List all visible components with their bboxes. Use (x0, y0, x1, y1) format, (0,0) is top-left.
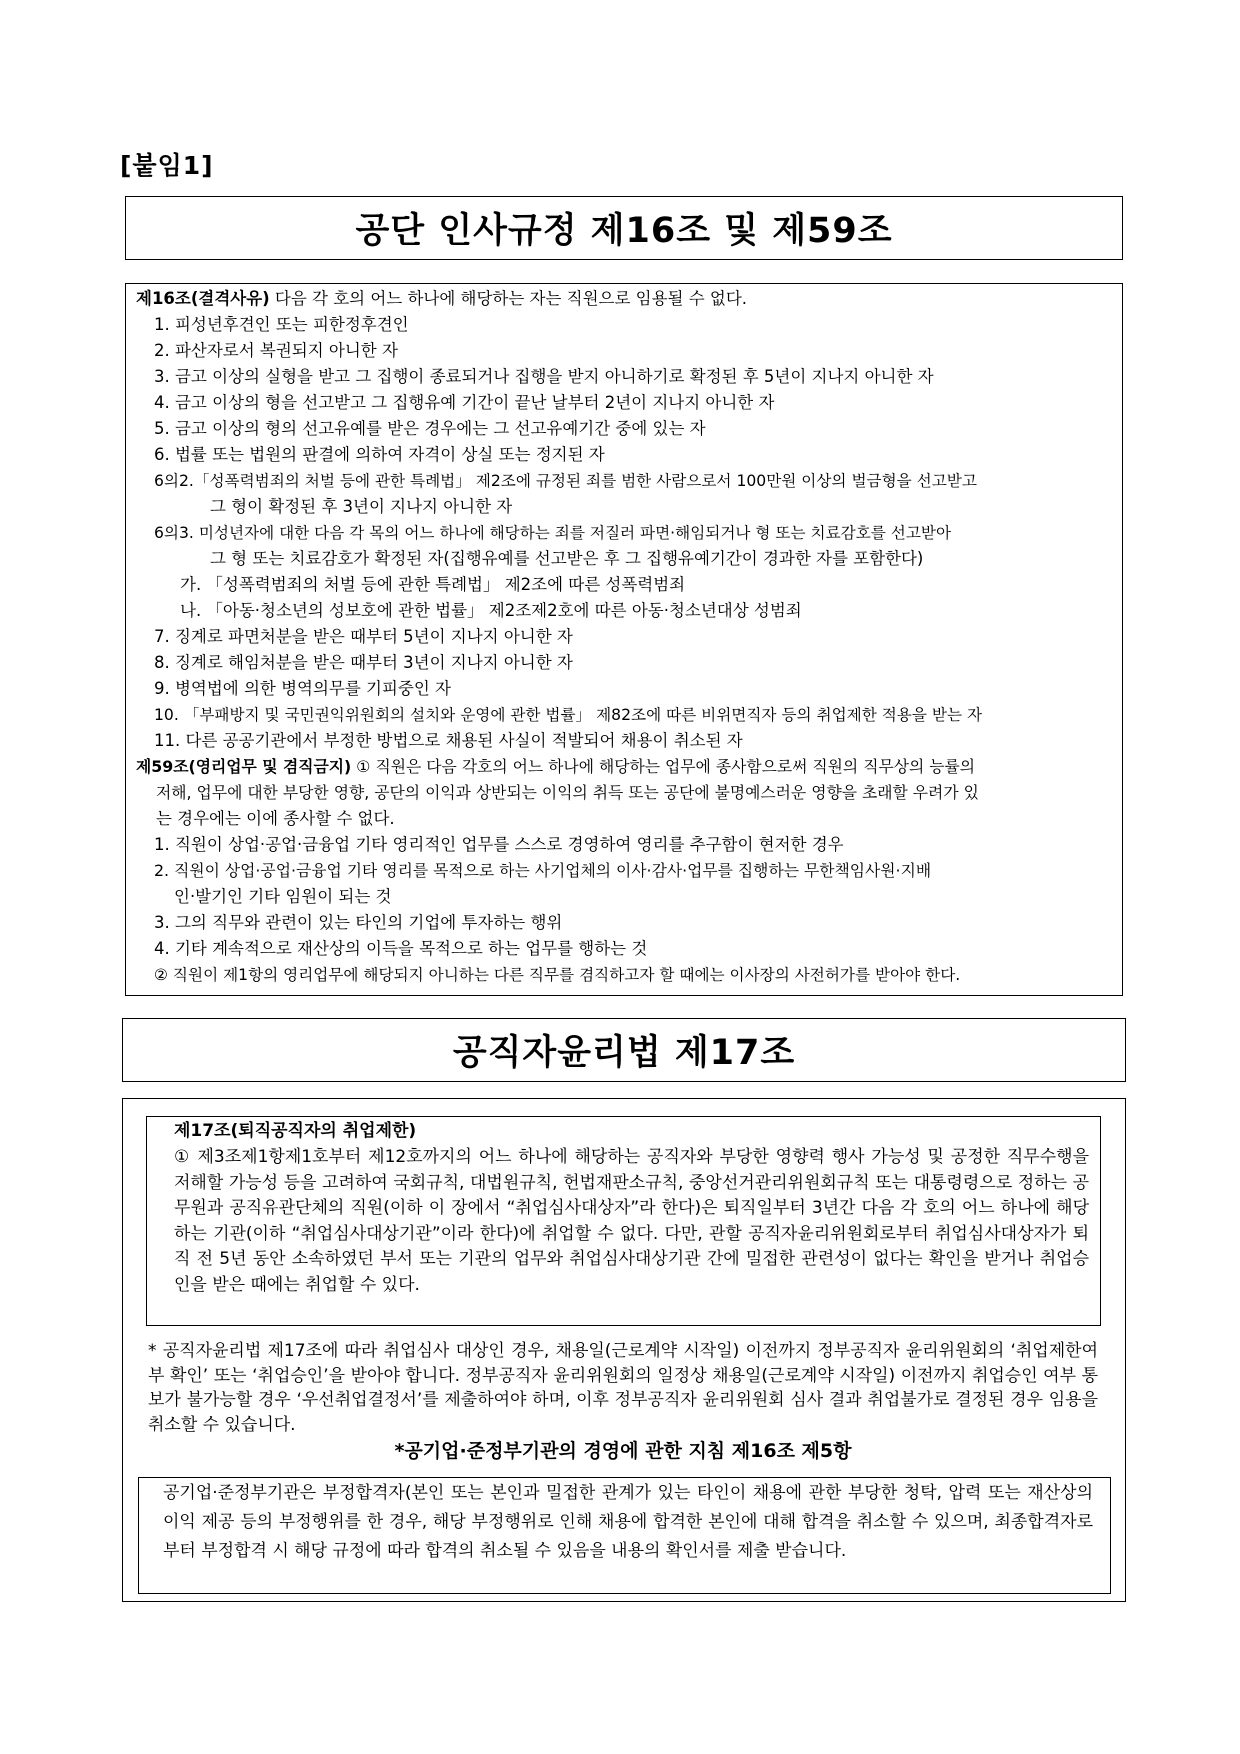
list-item: 그 형 또는 치료감호가 확정된 자(집행유예를 선고받은 후 그 집행유예기간이 경과한 자를 포함한다) (210, 549, 924, 568)
article59-heading: 제59조(영리업무 및 겸직금지) (136, 757, 352, 776)
list-item: 6. 법률 또는 법원의 판결에 의하여 자격이 상실 또는 정지된 자 (154, 445, 605, 464)
attachment-label: [붙임1] (120, 151, 214, 180)
list-item: 2. 직원이 상업·공업·금융업 기타 영리를 목적으로 하는 사기업체의 이사·감사·업무를 집행하는 무한책임사원·지배 (154, 861, 932, 880)
article17-body: ① 제3조제1항제1호부터 제12호까지의 어느 하나에 해당하는 공직자와 부당한 영향력 행사 가능성 및 공정한 직무수행을 저해할 가능성 등을 고려하여 국회규칙, 대법원규칙, 헌법재판소규칙, 중앙선거관리위원회규칙 또는 대통령령으로 정하는 공무원과 공직유관단체의 직원(이하 이 장에서 “취업심사대상자”라 한다)은 퇴직일부터 3년간 다음 각 호의 어느 하나에 해당하는 기관(이하 “취업심사대상기관”이라 한다)에 취업할 수 없다. 다만, 관할 공직자윤리위원회로부터 취업심사대상자가 퇴직 전 5년 동안 소속하였던 부서 또는 기관의 업무와 취업심사대상기관 간에 밀접한 관련성이 없다는 확인을 받거나 취업승인을 받은 때에는 취업할 수 있다. (174, 1147, 1089, 1295)
list-item: 9. 병역법에 의한 병역의무를 기피중인 자 (154, 679, 451, 698)
list-item: ② 직원이 제1항의 영리업무에 해당되지 아니하는 다른 직무를 겸직하고자 할 때에는 이사장의 사전허가를 받아야 한다. (154, 966, 961, 984)
article17-box (146, 1116, 1101, 1326)
list-item: 그 형이 확정된 후 3년이 지나지 아니한 자 (210, 497, 513, 516)
article16-intro: 다음 각 호의 어느 하나에 해당하는 자는 직원으로 임용될 수 없다. (269, 289, 748, 308)
list-item: 1. 직원이 상업·공업·금융업 기타 영리적인 업무를 스스로 경영하여 영리를 추구함이 현저한 경우 (154, 835, 844, 854)
list-item: 인·발기인 기타 임원이 되는 것 (174, 887, 392, 906)
list-item: 3. 금고 이상의 실형을 받고 그 집행이 종료되거나 집행을 받지 아니하기로 확정된 후 5년이 지나지 아니한 자 (154, 367, 934, 386)
section1-content-box (125, 283, 1123, 996)
list-item: 7. 징계로 파면처분을 받은 때부터 5년이 지나지 아니한 자 (154, 627, 573, 646)
list-item: 4. 기타 계속적으로 재산상의 이득을 목적으로 하는 업무를 행하는 것 (154, 939, 648, 958)
guideline-box (138, 1477, 1111, 1594)
article17-heading: 제17조(퇴직공직자의 취업제한) (174, 1121, 417, 1141)
section2-title-box (122, 1018, 1126, 1082)
list-item: 2. 파산자로서 복권되지 아니한 자 (154, 341, 398, 360)
list-item: 3. 그의 직무와 관련이 있는 타인의 기업에 투자하는 행위 (154, 913, 563, 932)
list-item: 4. 금고 이상의 형을 선고받고 그 집행유예 기간이 끝난 날부터 2년이 지나지 아니한 자 (154, 393, 775, 412)
list-item: 11. 다른 공공기관에서 부정한 방법으로 채용된 사실이 적발되어 채용이 취소된 자 (154, 731, 743, 750)
list-item: 가. 「성폭력범죄의 처벌 등에 관한 특례법」 제2조에 따른 성폭력범죄 (180, 575, 686, 594)
article59-intro-line: 는 경우에는 이에 종사할 수 없다. (156, 809, 395, 828)
list-item: 8. 징계로 해임처분을 받은 때부터 3년이 지나지 아니한 자 (154, 653, 573, 672)
article59-intro-line: 저해, 업무에 대한 부당한 영향, 공단의 이익과 상반되는 이익의 취득 또는 공단에 불명예스러운 영향을 초래할 우려가 있 (156, 783, 979, 802)
article16-heading-line (136, 287, 747, 311)
guideline-title: *공기업·준정부기관의 경영에 관한 지침 제16조 제5항 (394, 1440, 852, 1462)
list-item: 10. 「부패방지 및 국민권익위원회의 설치와 운영에 관한 법률」 제82조에 따른 비위면직자 등의 취업제한 적용을 받는 자 (154, 706, 983, 724)
list-item: 5. 금고 이상의 형의 선고유예를 받은 경우에는 그 선고유예기간 중에 있는 자 (154, 419, 706, 438)
list-item: 나. 「아동·청소년의 성보호에 관한 법률」 제2조제2호에 따른 아동·청소년대상 성범죄 (180, 601, 802, 620)
section1-title-box (125, 196, 1123, 260)
section1-title: 공단 인사규정 제16조 및 제59조 (355, 211, 893, 251)
list-item: 1. 피성년후견인 또는 피한정후견인 (154, 315, 409, 334)
list-item: 6의3. 미성년자에 대한 다음 각 목의 어느 하나에 해당하는 죄를 저질러 파면·해임되거나 형 또는 치료감호를 선고받아 (154, 524, 952, 542)
section2-title: 공직자윤리법 제17조 (452, 1033, 796, 1073)
article16-heading: 제16조(결격사유) (136, 289, 270, 308)
article59-heading-line (136, 755, 975, 779)
employment-screening-note: * 공직자윤리법 제17조에 따라 취업심사 대상인 경우, 채용일(근로계약 시작일) 이전까지 정부공직자 윤리위원회의 ‘취업제한여부 확인’ 또는 ‘취업승인’을 받아야 합니다. 정부공직자 윤리위원회의 일정상 채용일(근로계약 시작일) 이전까지 취업승인 여부 통보가 불가능할 경우 ‘우선취업결정서’를 제출하여야 하며, 이후 정부공직자 윤리위원회 심사 결과 취업불가로 결정된 경우 임용을 취소할 수 있습니다. (148, 1341, 1098, 1435)
article59-intro-line: ① 직원은 다음 각호의 어느 하나에 해당하는 업무에 종사함으로써 직원의 직무상의 능률의 (351, 757, 976, 776)
section2-content-box (122, 1098, 1126, 1602)
guideline-body: 공기업·준정부기관은 부정합격자(본인 또는 본인과 밀접한 관계가 있는 타인이 채용에 관한 부당한 청탁, 압력 또는 재산상의 이익 제공 등의 부정행위를 한 경우, 해당 부정행위로 인해 채용에 합격한 본인에 대해 합격을 취소할 수 있으며, 최종합격자로부터 부정합격 시 해당 규정에 따라 합격의 취소될 수 있음을 내용의 확인서를 제출 받습니다. (163, 1483, 1093, 1561)
list-item: 6의2.「성폭력범죄의 처벌 등에 관한 특례법」 제2조에 규정된 죄를 범한 사람으로서 100만원 이상의 벌금형을 선고받고 (154, 472, 977, 490)
